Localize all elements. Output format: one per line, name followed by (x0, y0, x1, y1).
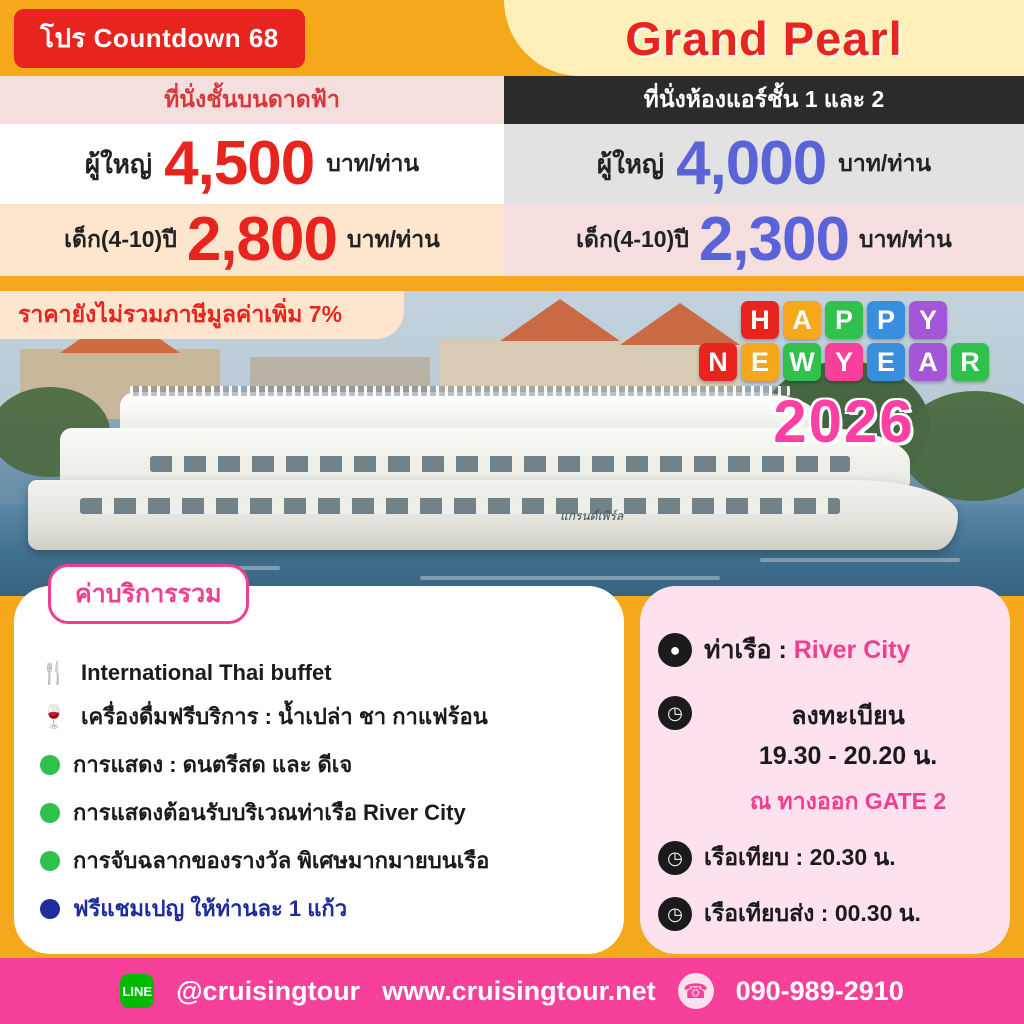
info-panel (640, 586, 1010, 954)
included-list (40, 660, 604, 926)
adult-price-left: 4,500 (164, 129, 315, 198)
list-item-label: เครื่องดื่มฟรีบริการ : น้ำเปล่า ชา กาแฟร้อน (81, 704, 488, 729)
hny-letter: H (741, 301, 779, 339)
hny-letter: E (867, 343, 905, 381)
list-item-label: การแสดง : ดนตรีสด และ ดีเจ (73, 752, 353, 777)
temple-roof-2 (500, 299, 620, 341)
list-item-label: การแสดงต้อนรับบริเวณท่าเรือ River City (73, 800, 466, 825)
price-header-right: ที่นั่งห้องแอร์ชั้น 1 และ 2 (504, 76, 1024, 124)
return-text: เรือเทียบส่ง : 00.30 น. (704, 900, 921, 926)
depart-row (640, 840, 1010, 876)
child-label-left: เด็ก(4-10)ปี (64, 226, 177, 252)
price-cell-child-aircon (504, 204, 1024, 276)
hny-letter: Y (909, 301, 947, 339)
list-item-label: ฟรีแชมเปญ ให้ท่านละ 1 แก้ว (73, 896, 348, 921)
adult-price-right: 4,000 (676, 129, 827, 198)
hny-letter: E (741, 343, 779, 381)
register-title: ลงทะเบียน (791, 702, 905, 730)
depart-text: เรือเทียบ : 20.30 น. (704, 844, 896, 870)
child-unit-left: บาท/ท่าน (346, 226, 440, 252)
phone-icon: ☎ (678, 973, 714, 1009)
hny-line2 (684, 343, 1004, 381)
drinks-icon: 🍷 (40, 703, 68, 729)
price-cell-adult-aircon (504, 124, 1024, 204)
line-id-text[interactable]: @cruisingtour (176, 975, 361, 1006)
included-panel-title: ค่าบริการรวม (48, 564, 249, 624)
hny-letter: A (909, 343, 947, 381)
price-cell-child-deck (0, 204, 504, 276)
bullet-green-icon (40, 851, 60, 871)
adult-unit-left: บาท/ท่าน (326, 150, 420, 176)
hny-letter: R (951, 343, 989, 381)
register-row (640, 696, 1010, 820)
list-item (40, 795, 604, 830)
hny-letter: A (783, 301, 821, 339)
top-header (0, 0, 1024, 76)
child-price-left: 2,800 (186, 205, 337, 274)
pier-text (704, 630, 910, 670)
pier-label: ท่าเรือ : (704, 636, 787, 664)
hny-letter: N (699, 343, 737, 381)
bullet-green-icon (40, 755, 60, 775)
clock-icon: ◷ (658, 897, 692, 931)
list-item (40, 660, 604, 686)
list-item (40, 699, 604, 734)
hny-letter: P (825, 301, 863, 339)
adult-label-right: ผู้ใหญ่ (596, 148, 665, 179)
list-item-label: การจับฉลากของรางวัล พิเศษมากมายบนเรือ (73, 848, 490, 873)
location-pin-icon: ● (658, 633, 692, 667)
boat-thai-name: แกรนด์เพิร์ล (560, 509, 624, 523)
price-header-left: ที่นั่งชั้นบนดาดฟ้า (0, 76, 504, 124)
child-price-right: 2,300 (698, 205, 849, 274)
list-item (40, 747, 604, 782)
website-text[interactable]: www.cruisingtour.net (382, 975, 656, 1006)
cutlery-icon: 🍴 (40, 660, 68, 685)
hny-letter: W (783, 343, 821, 381)
pier-row (640, 630, 1010, 670)
child-unit-right: บาท/ท่าน (858, 226, 952, 252)
price-cell-adult-deck (0, 124, 504, 204)
bullet-green-icon (40, 803, 60, 823)
list-item-label: International Thai buffet (81, 660, 332, 685)
list-item (40, 843, 604, 878)
hny-letter: Y (825, 343, 863, 381)
hny-line1 (684, 301, 1004, 339)
clock-icon: ◷ (658, 841, 692, 875)
phone-text[interactable]: 090-989-2910 (735, 975, 904, 1006)
register-block (704, 696, 992, 820)
promo-badge: โปร Countdown 68 (14, 9, 305, 68)
wave-2 (420, 576, 720, 580)
footer-bar (0, 958, 1024, 1024)
brand-title: Grand Pearl (625, 11, 903, 65)
return-row (640, 896, 1010, 932)
hny-year: 2026 (773, 388, 915, 455)
hny-letter: P (867, 301, 905, 339)
included-panel (14, 580, 624, 954)
price-table (0, 76, 1024, 291)
wave-3 (760, 558, 960, 562)
register-time: 19.30 - 20.20 น. (758, 742, 938, 770)
child-label-right: เด็ก(4-10)ปี (576, 226, 689, 252)
boat-window-row-lower (80, 498, 840, 514)
vat-note: ราคายังไม่รวมภาษีมูลค่าเพิ่ม 7% (0, 291, 404, 339)
bullet-blue-icon (40, 899, 60, 919)
pier-value: River City (793, 636, 911, 664)
happy-new-year-badge (684, 301, 1004, 456)
adult-label-left: ผู้ใหญ่ (84, 148, 153, 179)
boat-window-row-upper (150, 456, 850, 472)
brand-container (504, 0, 1024, 76)
line-icon[interactable]: LINE (120, 974, 154, 1008)
clock-icon: ◷ (658, 696, 692, 730)
adult-unit-right: บาท/ท่าน (838, 150, 932, 176)
register-gate: ณ ทางออก GATE 2 (749, 788, 947, 814)
list-item (40, 891, 604, 926)
boat-hull (28, 480, 958, 550)
